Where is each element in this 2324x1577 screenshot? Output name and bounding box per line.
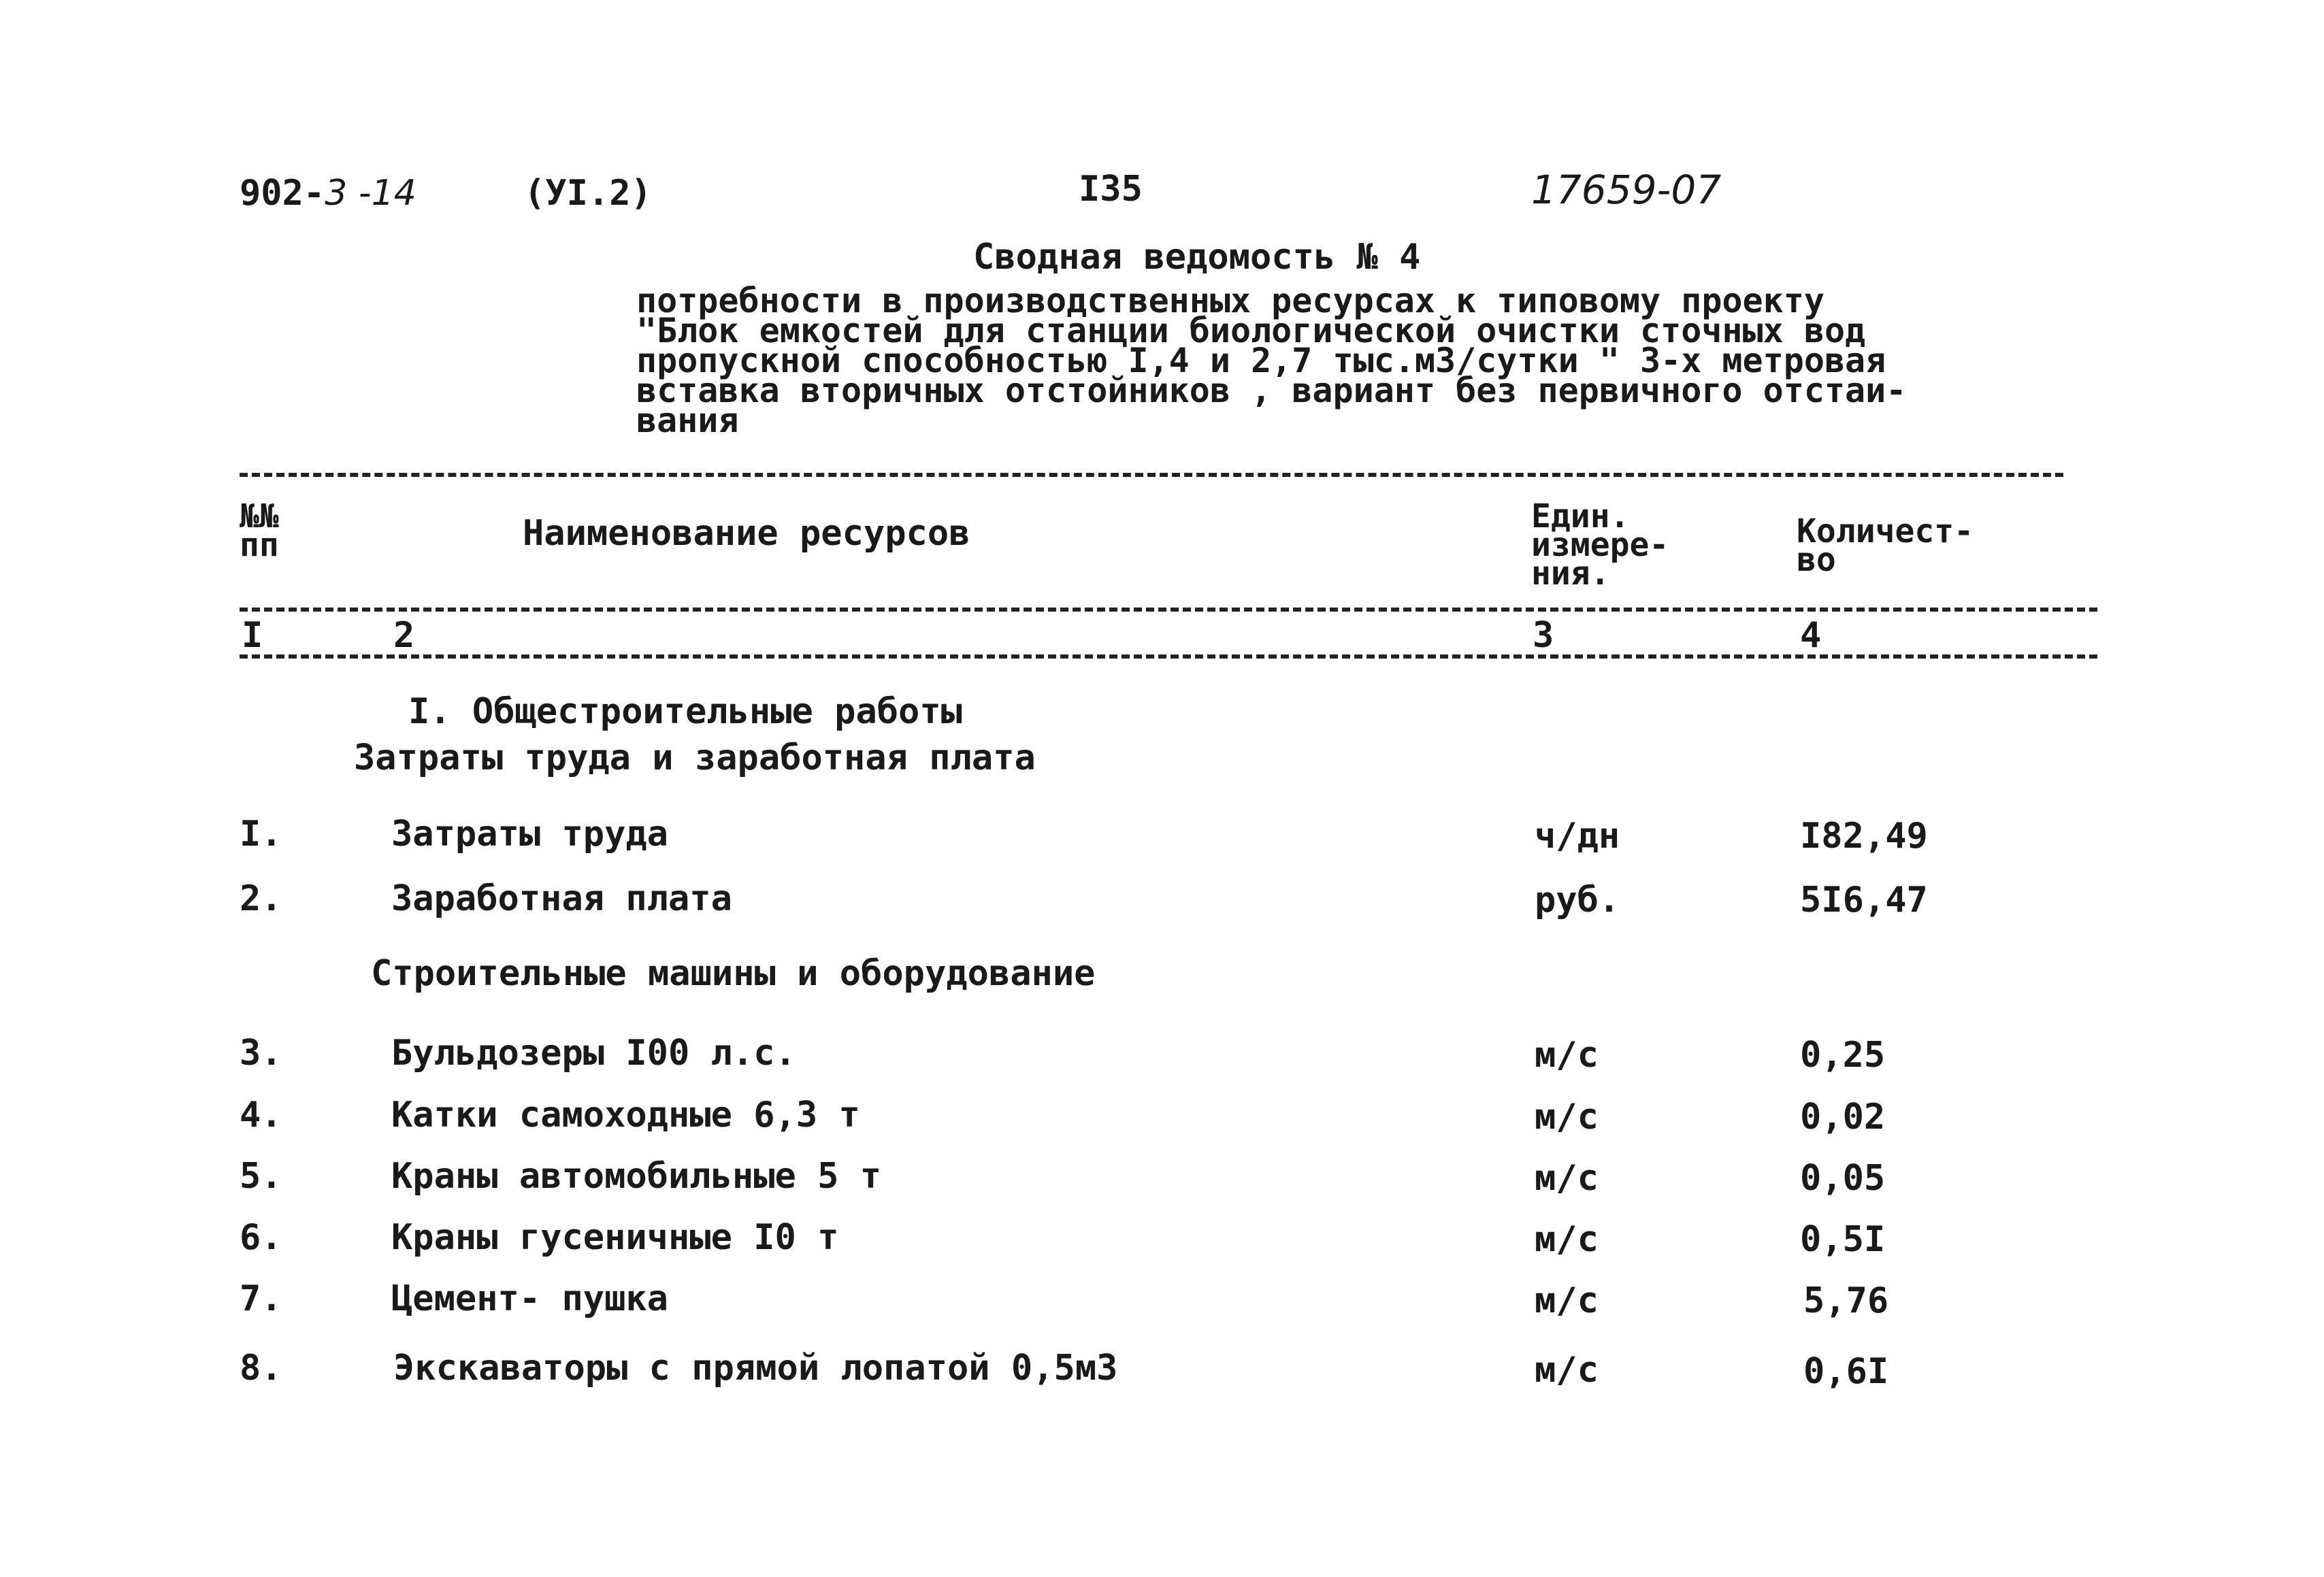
column-number: 4 — [1800, 615, 1822, 656]
row-qty: I82,49 — [1800, 816, 1928, 857]
document-code-handwritten: 3 -14 — [325, 173, 416, 214]
header-qty: Количест- во — [1797, 512, 1974, 579]
row-qty: 5I6,47 — [1800, 880, 1928, 920]
row-name: Бульдозеры I00 л.с. — [391, 1033, 796, 1074]
row-unit: ч/дн — [1535, 816, 1620, 857]
intro-line: вания — [636, 401, 739, 440]
group-title-labour: Затраты труда и заработная плата — [354, 737, 1036, 778]
row-num: 4. — [240, 1095, 282, 1135]
row-unit: м/с — [1535, 1097, 1599, 1138]
intro-paragraph — [636, 281, 1907, 440]
row-name: Заработная плата — [391, 878, 732, 919]
row-name: Затраты труда — [391, 814, 668, 854]
page-number: I35 — [1079, 169, 1143, 210]
section-number: (УI.2) — [524, 173, 652, 214]
column-number: 3 — [1533, 615, 1554, 656]
row-unit: м/с — [1535, 1280, 1599, 1321]
intro-line: вставка вторичных отстойников , вариант без первичного отстаи- — [636, 371, 1907, 410]
intro-line: потребности в производственных ресурсах к типовому проекту — [636, 281, 1824, 320]
header-unit: Един. измере- ния. — [1531, 497, 1669, 593]
inventory-number: 17659-07 — [1531, 167, 1722, 213]
row-unit: м/с — [1535, 1035, 1599, 1076]
row-qty: 0,02 — [1800, 1097, 1886, 1138]
intro-line: пропускной способностью I,4 и 2,7 тыс.м3/сутки " 3-х метровая — [636, 341, 1886, 380]
row-name: Краны автомобильные 5 т — [391, 1156, 882, 1197]
row-num: 6. — [240, 1217, 282, 1258]
row-qty: 0,6I — [1803, 1351, 1889, 1392]
row-num: 7. — [240, 1278, 282, 1319]
row-name: Цемент- пушка — [391, 1278, 668, 1319]
page-title: Сводная ведомость № 4 — [973, 237, 1421, 278]
column-number-rule — [240, 654, 2097, 659]
row-unit: м/с — [1535, 1219, 1599, 1260]
row-num: 5. — [240, 1156, 282, 1197]
row-unit: м/с — [1535, 1350, 1599, 1391]
column-number: 2 — [393, 615, 415, 656]
row-unit: м/с — [1535, 1158, 1599, 1199]
row-name: Краны гусеничные I0 т — [391, 1217, 839, 1258]
document-code-printed: 902- — [240, 173, 325, 214]
group-title-machines: Строительные машины и оборудование — [371, 953, 1096, 994]
intro-line: "Блок емкостей для станции биологической очистки сточных вод — [636, 311, 1866, 350]
row-qty: 0,5I — [1800, 1219, 1886, 1260]
row-num: 3. — [240, 1033, 282, 1074]
column-number: I — [242, 615, 263, 656]
section-title: I. Общестроительные работы — [408, 691, 962, 732]
document-code — [240, 173, 416, 214]
header-rule — [240, 608, 2097, 612]
table-top-rule — [240, 473, 2063, 477]
row-qty: 0,05 — [1800, 1158, 1886, 1199]
row-qty: 5,76 — [1803, 1280, 1889, 1321]
row-num: I. — [240, 814, 282, 854]
row-name: Экскаваторы с прямой лопатой 0,5м3 — [393, 1348, 1118, 1389]
row-qty: 0,25 — [1800, 1035, 1886, 1076]
header-num: №№ пп — [240, 497, 279, 564]
header-name: Наименование ресурсов — [523, 513, 970, 554]
row-num: 8. — [240, 1348, 282, 1389]
row-num: 2. — [240, 878, 282, 919]
row-name: Катки самоходные 6,3 т — [391, 1095, 860, 1135]
row-unit: руб. — [1535, 880, 1620, 920]
